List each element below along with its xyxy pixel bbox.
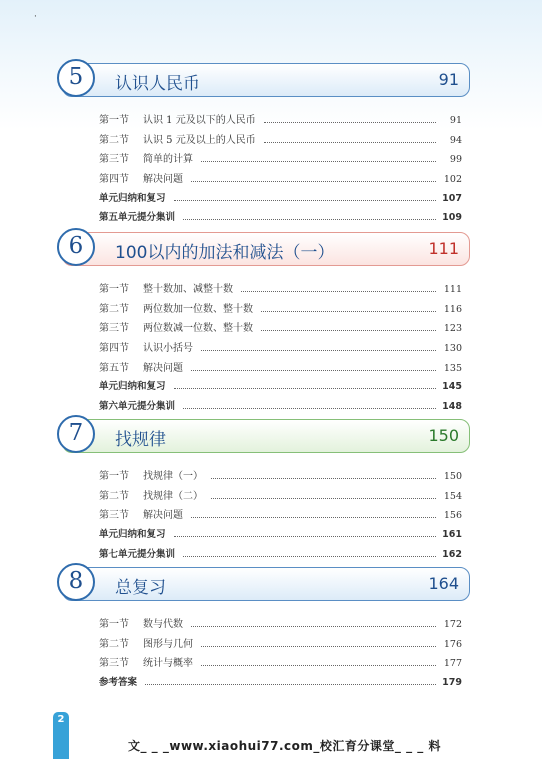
toc-entry[interactable] xyxy=(99,280,462,300)
toc-entry-title: 单元归纳和复习 xyxy=(99,381,166,393)
toc-section-number: 第一节 xyxy=(99,284,129,295)
toc-entry-page: 102 xyxy=(443,174,462,186)
toc-entry-title: 找规律（二） xyxy=(143,490,203,502)
toc-section-number: 第四节 xyxy=(99,343,129,355)
dot-leader xyxy=(201,645,436,647)
toc-section-number: 第二节 xyxy=(99,303,129,315)
toc-entry[interactable] xyxy=(99,654,462,674)
toc-entry-title: 解决问题 xyxy=(143,362,183,374)
toc-entry[interactable] xyxy=(99,111,462,131)
dot-leader xyxy=(201,349,436,351)
chapter-items xyxy=(62,280,470,418)
chapter-number-circle: 6 xyxy=(57,228,95,266)
toc-entry-label xyxy=(99,319,257,334)
toc-entry-page: 91 xyxy=(449,115,462,126)
toc-entry-label xyxy=(99,378,170,392)
toc-section-number: 第二节 xyxy=(99,638,129,650)
toc-entry-title: 认识 1 元及以下的人民币 xyxy=(143,115,256,126)
dot-leader xyxy=(191,369,436,371)
toc-entry-label xyxy=(99,150,197,165)
toc-entry-title: 图形与几何 xyxy=(143,638,193,650)
chapter-number-circle: 8 xyxy=(57,563,95,601)
toc-section-number: 第五节 xyxy=(99,362,129,374)
dot-leader xyxy=(201,664,436,666)
chapter-page-number: 164 xyxy=(428,574,459,593)
toc-entry[interactable] xyxy=(99,487,462,507)
toc-section-number: 第三节 xyxy=(99,658,129,670)
toc-entry-label xyxy=(99,615,187,630)
toc-entry-label xyxy=(99,674,141,688)
chapter-8 xyxy=(62,567,470,694)
toc-entry-page: 94 xyxy=(449,134,462,146)
toc-entry[interactable] xyxy=(99,131,462,151)
chapter-number-circle: 7 xyxy=(57,415,95,453)
toc-entry-title: 单元归纳和复习 xyxy=(99,529,166,541)
toc-entry-label xyxy=(99,111,260,126)
toc-section-number: 第一节 xyxy=(99,471,129,482)
chapter-items xyxy=(62,615,470,694)
dot-leader xyxy=(241,290,436,292)
chapter-page-number: 150 xyxy=(428,426,459,445)
toc-entry[interactable] xyxy=(99,300,462,320)
toc-entry-page: 162 xyxy=(442,548,462,560)
toc-entry[interactable] xyxy=(99,319,462,339)
toc-section-number: 第一节 xyxy=(99,115,129,126)
toc-entry-page: 107 xyxy=(442,192,462,204)
toc-entry-page: 148 xyxy=(442,401,462,413)
toc-entry-label xyxy=(99,300,257,315)
page-dot: · xyxy=(34,12,37,22)
toc-entry[interactable] xyxy=(99,506,462,526)
toc-entry-label xyxy=(99,654,197,669)
toc-entry-title: 找规律（一） xyxy=(143,471,203,482)
toc-entry[interactable] xyxy=(99,467,462,487)
toc-entry-page: 116 xyxy=(443,303,462,315)
dot-leader xyxy=(174,387,436,389)
dot-leader xyxy=(183,555,436,557)
toc-entry-label xyxy=(99,487,207,502)
toc-entry-title: 解决问题 xyxy=(143,510,183,522)
toc-entry[interactable] xyxy=(99,615,462,635)
toc-entry-page: 179 xyxy=(442,677,462,689)
toc-entry-page: 135 xyxy=(443,362,462,374)
toc-section-number: 第三节 xyxy=(99,510,129,522)
toc-entry-page: 99 xyxy=(449,154,462,166)
toc-entry-title: 简单的计算 xyxy=(143,154,193,166)
toc-entry-page: 172 xyxy=(443,619,462,630)
dot-leader xyxy=(211,497,436,499)
dot-leader xyxy=(261,310,436,312)
chapter-title: 总复习 xyxy=(115,578,166,598)
chapter-5 xyxy=(62,63,470,229)
toc-entry[interactable] xyxy=(99,635,462,655)
toc-entry-page: 130 xyxy=(443,343,462,355)
dot-leader xyxy=(211,477,436,479)
toc-entry-title: 统计与概率 xyxy=(143,658,193,670)
toc-entry-page: 123 xyxy=(443,323,462,335)
toc-entry[interactable] xyxy=(99,674,462,694)
dot-leader xyxy=(183,407,436,409)
dot-leader xyxy=(264,141,436,143)
toc-entry-label xyxy=(99,635,197,650)
toc-entry-title: 单元归纳和复习 xyxy=(99,192,166,204)
toc-entry-page: 109 xyxy=(442,212,462,224)
dot-leader xyxy=(183,218,436,220)
toc-entry-label xyxy=(99,280,237,295)
toc-entry[interactable] xyxy=(99,190,462,210)
toc-entry-label xyxy=(99,359,187,374)
toc-entry-label xyxy=(99,467,207,482)
toc-entry-label xyxy=(99,190,170,204)
toc-entry-title: 解决问题 xyxy=(143,174,183,186)
dot-leader xyxy=(264,121,436,123)
chapter-page-number: 111 xyxy=(428,239,459,258)
chapter-title: 找规律 xyxy=(115,430,166,450)
toc-entry-page: 177 xyxy=(443,658,462,670)
toc-entry[interactable] xyxy=(99,378,462,398)
toc-entry[interactable] xyxy=(99,209,462,229)
toc-entry[interactable] xyxy=(99,150,462,170)
toc-section-number: 第二节 xyxy=(99,134,129,146)
toc-entry[interactable] xyxy=(99,359,462,379)
toc-entry-label xyxy=(99,546,179,560)
toc-entry-page: 156 xyxy=(443,510,462,522)
toc-entry-label xyxy=(99,339,197,354)
toc-entry[interactable] xyxy=(99,170,462,190)
toc-entry-title: 两位数减一位数、整十数 xyxy=(143,323,253,335)
toc-entry-label xyxy=(99,170,187,185)
dot-leader xyxy=(145,683,436,685)
toc-entry-label xyxy=(99,398,179,412)
toc-entry-title: 第七单元提分集训 xyxy=(99,548,176,560)
dot-leader xyxy=(201,160,436,162)
toc-entry-label xyxy=(99,506,187,521)
chapter-items xyxy=(62,467,470,565)
footer-watermark: 文_ _ _www.xiaohui77.com_校汇育分课堂_ _ _ 料 xyxy=(128,739,441,753)
toc-entry-page: 111 xyxy=(443,284,462,295)
chapter-page-number: 91 xyxy=(438,70,459,89)
chapter-items xyxy=(62,111,470,229)
toc-section-number: 第三节 xyxy=(99,154,129,166)
dot-leader xyxy=(261,329,436,331)
toc-entry-page: 150 xyxy=(443,471,462,482)
toc-entry-page: 145 xyxy=(442,381,462,393)
toc-entry-label xyxy=(99,209,179,223)
toc-entry-title: 第六单元提分集训 xyxy=(99,401,176,413)
toc-entry-title: 第五单元提分集训 xyxy=(99,212,176,224)
toc-entry-page: 176 xyxy=(443,638,462,650)
toc-entry[interactable] xyxy=(99,339,462,359)
chapter-header[interactable] xyxy=(62,63,470,97)
dot-leader xyxy=(174,199,436,201)
toc-entry[interactable] xyxy=(99,546,462,566)
chapter-6 xyxy=(62,232,470,418)
dot-leader xyxy=(174,535,436,537)
dot-leader xyxy=(191,180,436,182)
toc-entry-label xyxy=(99,526,170,540)
chapter-7 xyxy=(62,419,470,565)
chapter-title: 认识人民币 xyxy=(115,74,200,94)
chapter-header[interactable] xyxy=(62,419,470,453)
chapter-number-circle: 5 xyxy=(57,59,95,97)
toc-entry-title: 参考答案 xyxy=(99,677,138,689)
toc-entry[interactable] xyxy=(99,398,462,418)
chapter-header[interactable] xyxy=(62,232,470,266)
dot-leader xyxy=(191,516,436,518)
chapter-title: 100以内的加法和减法（一） xyxy=(115,243,335,263)
chapter-header[interactable] xyxy=(62,567,470,601)
toc-entry-title: 数与代数 xyxy=(143,619,183,630)
toc-entry-title: 两位数加一位数、整十数 xyxy=(143,303,253,315)
page-number-badge: 2 xyxy=(53,712,69,759)
toc-entry-page: 161 xyxy=(442,529,462,541)
toc-entry-title: 认识小括号 xyxy=(143,343,193,355)
toc-entry-label xyxy=(99,131,260,146)
toc-section-number: 第二节 xyxy=(99,490,129,502)
toc-section-number: 第四节 xyxy=(99,174,129,186)
dot-leader xyxy=(191,625,436,627)
toc-section-number: 第一节 xyxy=(99,619,129,630)
toc-section-number: 第三节 xyxy=(99,323,129,335)
toc-entry-page: 154 xyxy=(443,490,462,502)
toc-entry[interactable] xyxy=(99,526,462,546)
toc-entry-title: 认识 5 元及以上的人民币 xyxy=(143,134,256,146)
toc-entry-title: 整十数加、减整十数 xyxy=(143,284,233,295)
